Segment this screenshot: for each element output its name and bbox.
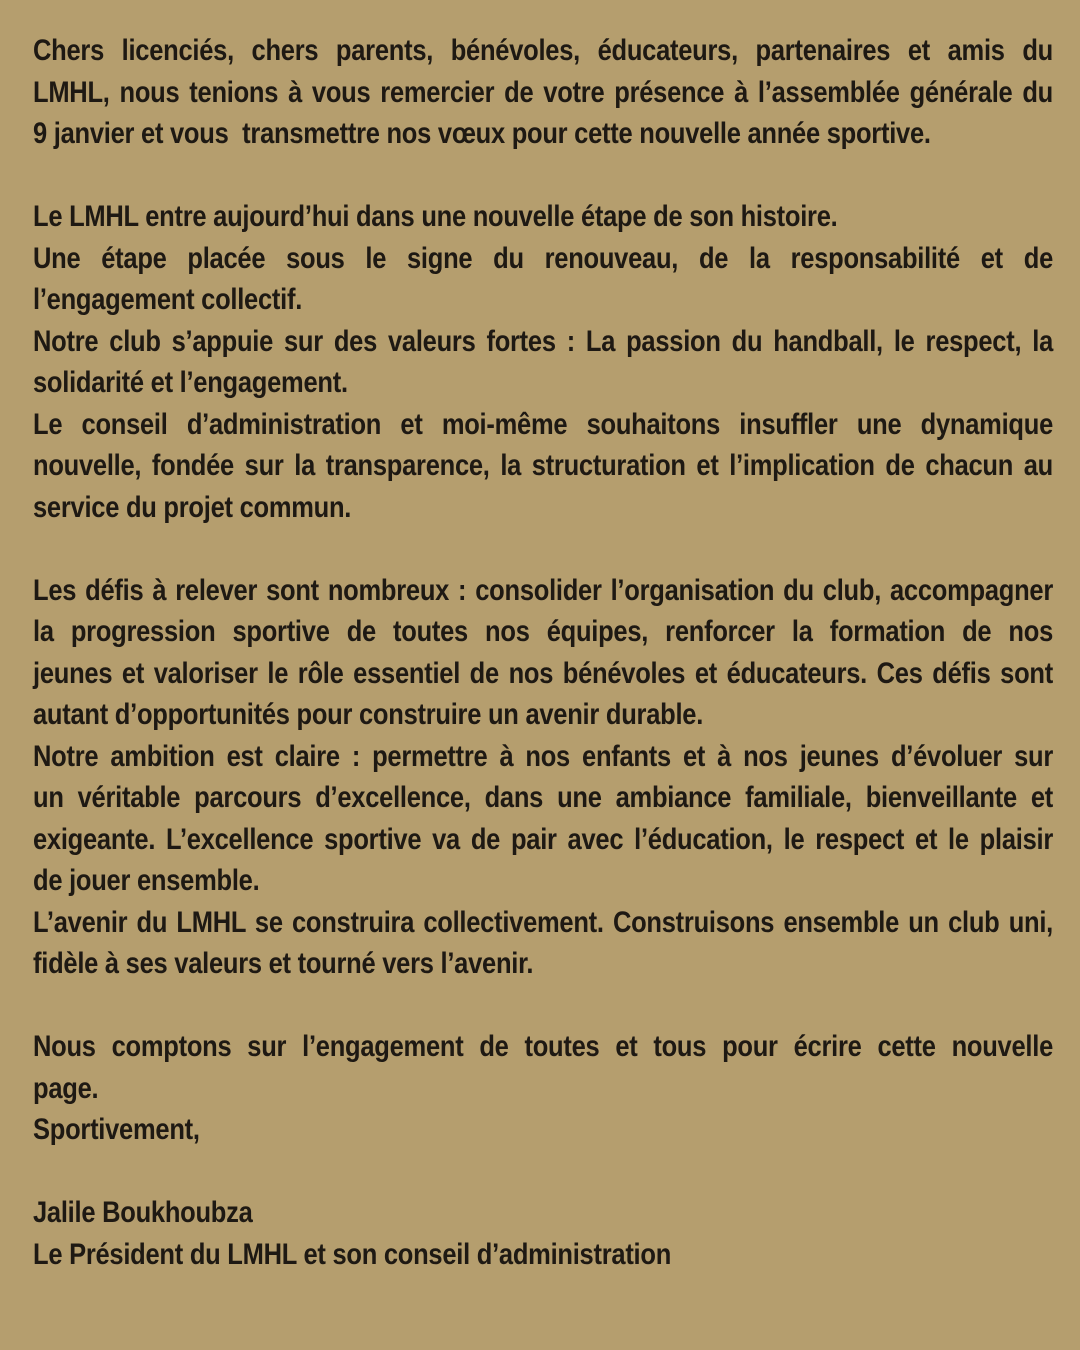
- letter-line: Notre club s’appuie sur des valeurs fortes : La passion du handball, le respect, la: [33, 324, 1053, 358]
- letter-line: Notre ambition est claire : permettre à nos enfants et à nos jeunes d’évoluer sur: [33, 739, 1053, 773]
- letter-line: LMHL, nous tenions à vous remercier de votre présence à l’assemblée générale du: [33, 75, 1053, 109]
- letter-line: fidèle à ses valeurs et tourné vers l’avenir.: [33, 947, 534, 980]
- letter-line: Sportivement,: [33, 1113, 200, 1146]
- letter-line: Jalile Boukhoubza: [33, 1196, 253, 1229]
- letter-line: nouvelle, fondée sur la transparence, la structuration et l’implication de chacun au: [33, 449, 1053, 482]
- letter-line: service du projet commun.: [33, 490, 352, 524]
- letter-line: Le conseil d’administration et moi-même souhaitons insuffler une dynamique: [33, 407, 1053, 441]
- letter-line: Chers licenciés, chers parents, bénévoles, éducateurs, partenaires et amis du: [33, 34, 1053, 67]
- letter-line: Nous comptons sur l’engagement de toutes et tous pour écrire cette nouvelle: [33, 1030, 1053, 1063]
- letter-line: L’avenir du LMHL se construira collectivement. Construisons ensemble un club uni,: [33, 905, 1053, 939]
- letter-line: Le Président du LMHL et son conseil d’administration: [33, 1237, 672, 1271]
- letter-line: page.: [33, 1071, 99, 1105]
- letter-line: 9 janvier et vous transmettre nos vœux pour cette nouvelle année sportive.: [33, 117, 931, 150]
- letter-line: solidarité et l’engagement.: [33, 366, 348, 399]
- letter-line: Les défis à relever sont nombreux : consolider l’organisation du club, accompagner: [33, 573, 1053, 607]
- letter-line: Le LMHL entre aujourd’hui dans une nouvelle étape de son histoire.: [33, 200, 838, 233]
- blank-line: [33, 528, 1053, 570]
- letter-body: [33, 30, 1053, 1275]
- letter-line: de jouer ensemble.: [33, 864, 260, 897]
- letter-line: Une étape placée sous le signe du renouveau, de la responsabilité et de: [33, 241, 1053, 275]
- letter-line: jeunes et valoriser le rôle essentiel de nos bénévoles et éducateurs. Ces défis sont: [33, 656, 1053, 690]
- letter-line: la progression sportive de toutes nos équipes, renforcer la formation de nos: [33, 615, 1053, 648]
- letter-line: un véritable parcours d’excellence, dans une ambiance familiale, bienveillante et: [33, 781, 1053, 814]
- blank-line: [33, 155, 1053, 197]
- letter-line: l’engagement collectif.: [33, 283, 303, 316]
- letter-line: exigeante. L’excellence sportive va de pair avec l’éducation, le respect et le plaisir: [33, 822, 1053, 856]
- blank-line: [33, 1151, 1053, 1193]
- blank-line: [33, 985, 1053, 1027]
- letter-line: autant d’opportunités pour construire un avenir durable.: [33, 698, 704, 731]
